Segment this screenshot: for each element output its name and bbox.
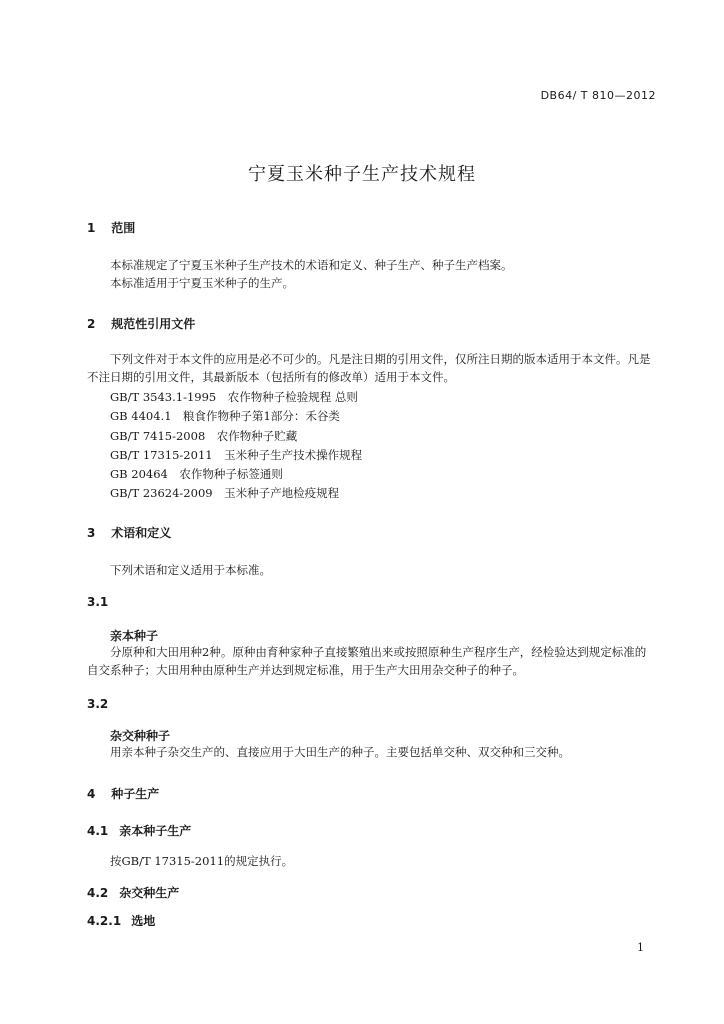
section-title: 选地 bbox=[131, 914, 156, 928]
reference-item: GB 4404.1 粮食作物种子第1部分：禾谷类 bbox=[110, 409, 340, 423]
term-3-1-name: 亲本种子 bbox=[110, 629, 159, 643]
term-3-1-definition: 分原种和大田用种2种。原种由育种家种子直接繁殖出来或按照原种生产程序生产，经检验达到规定标准的自交系种子；大田用种由原种生产并达到规定标准，用于生产大田用杂交种子的种子。 bbox=[87, 645, 647, 677]
section-title: 范围 bbox=[111, 221, 136, 235]
section-1-paragraph-1: 本标准规定了宁夏玉米种子生产技术的术语和定义、种子生产、种子生产档案。 bbox=[110, 258, 513, 272]
section-number: 4.1 bbox=[87, 824, 109, 838]
section-title: 杂交种生产 bbox=[119, 886, 180, 900]
term-3-2-number: 3.2 bbox=[87, 697, 109, 711]
term-3-2-definition: 用亲本种子杂交生产的、直接应用于大田生产的种子。主要包括单交种、双交种和三交种。 bbox=[110, 745, 570, 759]
reference-item: GB/T 23624-2009 玉米种子产地检疫规程 bbox=[110, 486, 340, 500]
section-4-2-heading bbox=[87, 884, 179, 901]
standard-code: DB64/ T 810—2012 bbox=[540, 89, 656, 102]
reference-item: GB/T 7415-2008 农作物种子贮藏 bbox=[110, 429, 298, 443]
section-title: 术语和定义 bbox=[111, 526, 172, 540]
section-title: 种子生产 bbox=[111, 787, 160, 801]
reference-item: GB 20464 农作物种子标签通则 bbox=[110, 467, 283, 481]
section-number: 4.2 bbox=[87, 886, 109, 900]
section-1-paragraph-2: 本标准适用于宁夏玉米种子的生产。 bbox=[110, 276, 294, 290]
section-number: 4.2.1 bbox=[87, 914, 122, 928]
document-title: 宁夏玉米种子生产技术规程 bbox=[248, 164, 476, 185]
section-1-heading bbox=[87, 219, 135, 236]
section-number: 4 bbox=[87, 787, 96, 801]
section-2-intro: 下列文件对于本文件的应用是必不可少的。凡是注日期的引用文件，仅所注日期的版本适用于本文件。凡是不注日期的引用文件，其最新版本（包括所有的修改单）适用于本文件。 bbox=[87, 352, 651, 384]
section-4-heading bbox=[87, 785, 159, 802]
section-3-heading bbox=[87, 524, 171, 541]
reference-item: GB/T 3543.1-1995 农作物种子检验规程 总则 bbox=[110, 390, 358, 404]
section-4-1-heading bbox=[87, 822, 191, 839]
reference-item: GB/T 17315-2011 玉米种子生产技术操作规程 bbox=[110, 448, 363, 462]
section-title: 规范性引用文件 bbox=[111, 317, 196, 331]
section-number: 3 bbox=[87, 526, 96, 540]
section-title: 亲本种子生产 bbox=[119, 824, 192, 838]
section-number: 2 bbox=[87, 317, 96, 331]
page-number: 1 bbox=[637, 941, 644, 954]
section-4-1-text: 按GB/T 17315-2011的规定执行。 bbox=[110, 854, 294, 868]
section-2-heading bbox=[87, 315, 195, 332]
term-3-1-number: 3.1 bbox=[87, 595, 109, 609]
section-4-2-1-heading bbox=[87, 912, 155, 929]
section-3-intro: 下列术语和定义适用于本标准。 bbox=[110, 563, 271, 577]
term-3-2-name: 杂交种种子 bbox=[110, 729, 171, 743]
section-number: 1 bbox=[87, 221, 96, 235]
